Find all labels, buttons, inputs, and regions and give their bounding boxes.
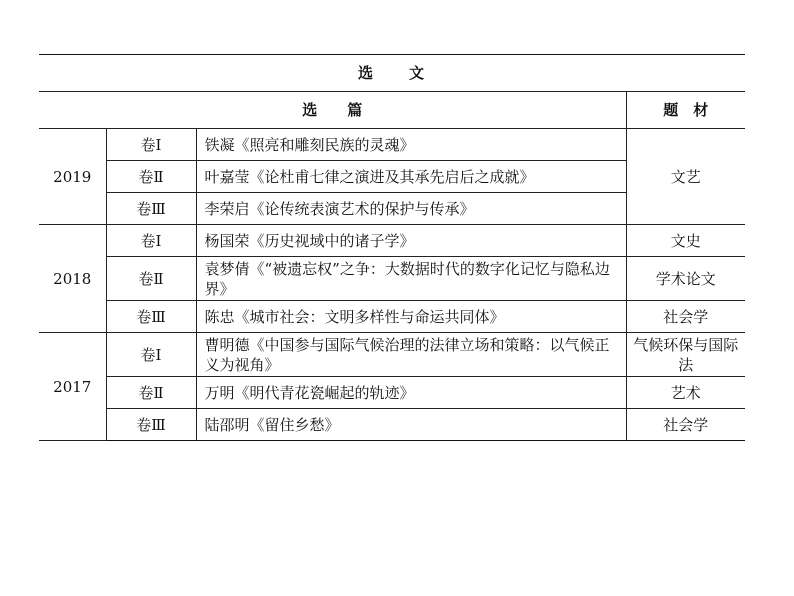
volume-cell: 卷Ⅰ <box>106 129 196 161</box>
article-cell: 陈忠《城市社会：文明多样性与命运共同体》 <box>196 301 626 333</box>
selection-table-container <box>39 54 745 441</box>
article-cell: 袁梦倩《“被遗忘权”之争：大数据时代的数字化记忆与隐私边界》 <box>196 257 626 301</box>
topic-cell: 气候环保与国际法 <box>626 333 745 377</box>
table-row <box>39 301 745 333</box>
volume-cell: 卷Ⅲ <box>106 193 196 225</box>
article-cell: 叶嘉莹《论杜甫七律之演进及其承先启后之成就》 <box>196 161 626 193</box>
topic-cell: 社会学 <box>626 409 745 441</box>
selection-table <box>39 54 745 441</box>
article-cell: 陆邵明《留住乡愁》 <box>196 409 626 441</box>
volume-cell: 卷Ⅱ <box>106 377 196 409</box>
volume-cell: 卷Ⅱ <box>106 161 196 193</box>
table-row <box>39 377 745 409</box>
volume-cell: 卷Ⅰ <box>106 333 196 377</box>
header-articles: 选 篇 <box>39 92 626 129</box>
header-topic: 题 材 <box>626 92 745 129</box>
year-cell: 2017 <box>39 333 106 441</box>
volume-cell: 卷Ⅲ <box>106 409 196 441</box>
topic-cell: 文艺 <box>626 129 745 225</box>
topic-cell: 社会学 <box>626 301 745 333</box>
volume-cell: 卷Ⅲ <box>106 301 196 333</box>
article-cell: 曹明德《中国参与国际气候治理的法律立场和策略：以气候正义为视角》 <box>196 333 626 377</box>
article-cell: 万明《明代青花瓷崛起的轨迹》 <box>196 377 626 409</box>
table-row <box>39 129 745 161</box>
volume-cell: 卷Ⅱ <box>106 257 196 301</box>
year-cell: 2019 <box>39 129 106 225</box>
topic-cell: 文史 <box>626 225 745 257</box>
table-row <box>39 225 745 257</box>
volume-cell: 卷Ⅰ <box>106 225 196 257</box>
table-row <box>39 333 745 377</box>
year-cell: 2018 <box>39 225 106 333</box>
topic-cell: 艺术 <box>626 377 745 409</box>
table-title: 选 文 <box>39 55 745 92</box>
article-cell: 杨国荣《历史视域中的诸子学》 <box>196 225 626 257</box>
article-cell: 铁凝《照亮和雕刻民族的灵魂》 <box>196 129 626 161</box>
table-row <box>39 409 745 441</box>
article-cell: 李荣启《论传统表演艺术的保护与传承》 <box>196 193 626 225</box>
table-row <box>39 257 745 301</box>
topic-cell: 学术论文 <box>626 257 745 301</box>
